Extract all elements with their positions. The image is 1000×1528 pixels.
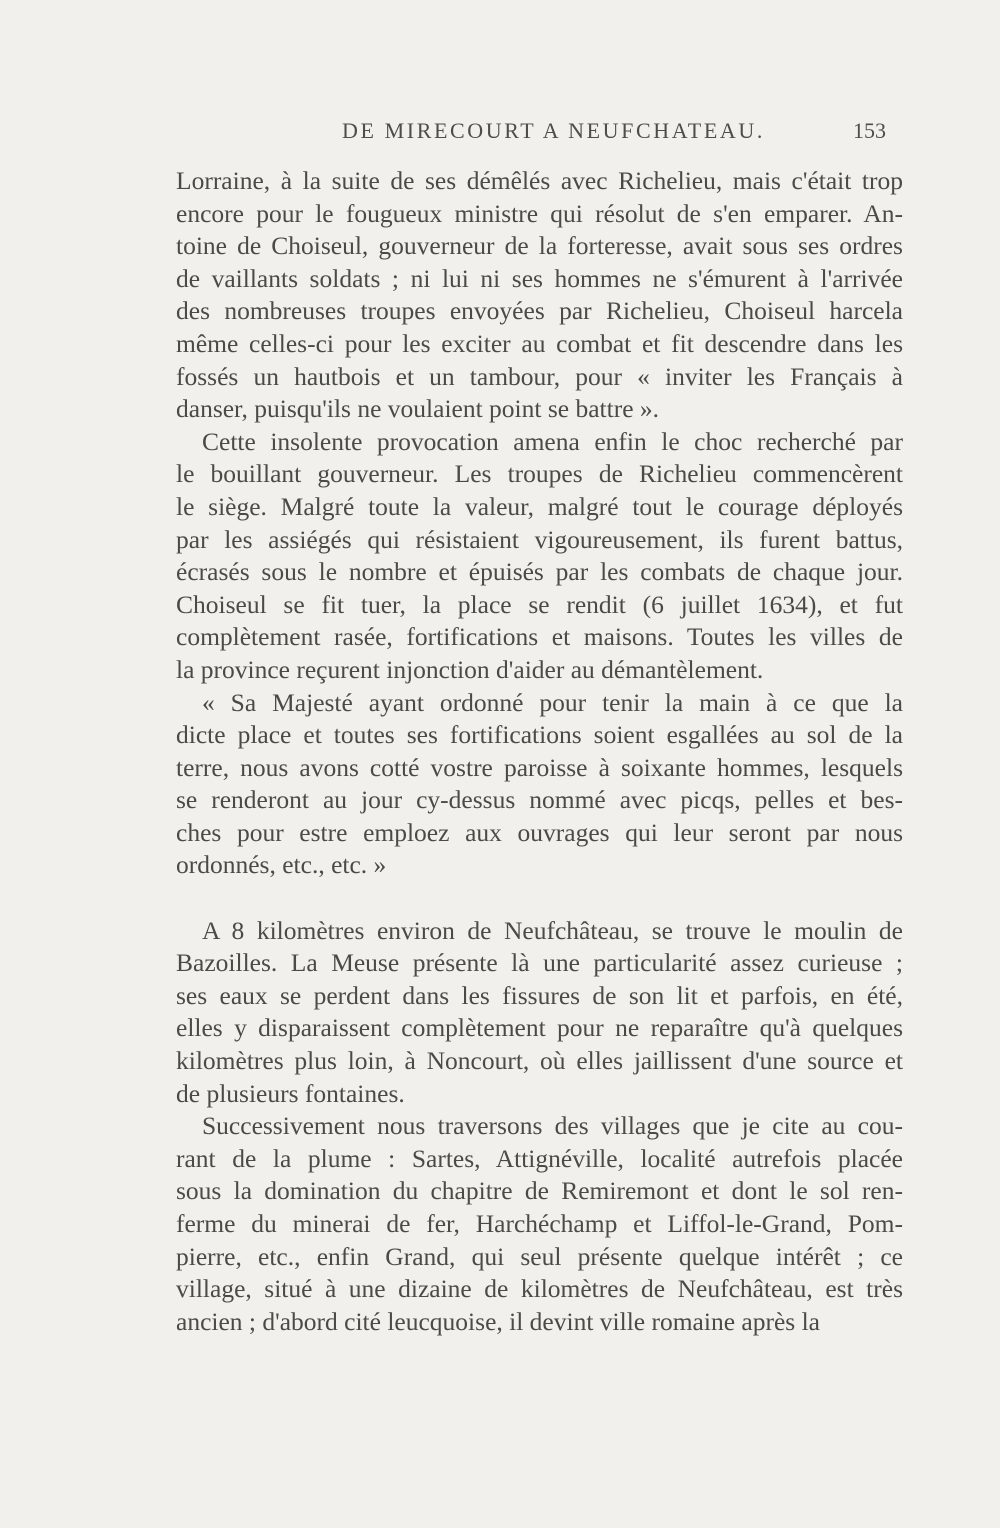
text-line: elles y disparaissent complètement pour ne reparaître qu'à quelques (176, 1013, 903, 1043)
text-line: complètement rasée, fortifications et maisons. Toutes les villes de (176, 622, 903, 652)
text-line: Lorraine, à la suite de ses démêlés avec Richelieu, mais c'était trop (176, 166, 903, 195)
text-line: A 8 kilomètres environ de Neufchâteau, se trouve le moulin de (202, 915, 903, 945)
text-line: de vaillants soldats ; ni lui ni ses hommes ne s'émurent à l'arrivée (176, 263, 903, 293)
text-line: même celles-ci pour les exciter au combat et fit descendre dans les (176, 328, 903, 358)
text-line: danser, puisqu'ils ne voulaient point se battre ». (176, 394, 660, 424)
paragraph (176, 1110, 903, 1338)
text-line: village, situé à une dizaine de kilomètres de Neufchâteau, est très (176, 1274, 903, 1304)
paragraph (176, 915, 903, 1111)
text-line: ferme du minerai de fer, Harchéchamp et Liffol-le-Grand, Pom- (176, 1209, 903, 1238)
text-line: terre, nous avons cotté vostre paroisse à soixante hommes, lesquels (176, 752, 903, 782)
text-line: écrasés sous le nombre et épuisés par les combats de chaque jour. (176, 557, 903, 587)
text-line: ches pour estre emploez aux ouvrages qui leur seront par nous (176, 817, 903, 847)
text-line: le bouillant gouverneur. Les troupes de Richelieu commencèrent (176, 459, 903, 489)
text-line: rant de la plume : Sartes, Attignéville, localité autrefois placée (176, 1143, 903, 1173)
text-line: se renderont au jour cy-dessus nommé avec picqs, pelles et bes- (176, 785, 903, 815)
text-line: dicte place et toutes ses fortifications soient esgallées au sol de la (176, 720, 903, 750)
running-head (0, 118, 1000, 152)
text-line: de plusieurs fontaines. (176, 1078, 405, 1108)
paragraph (176, 165, 903, 426)
text-line: fossés un hautbois et un tambour, pour « inviter les Français à (176, 361, 903, 391)
text-line: encore pour le fougueux ministre qui résolut de s'en emparer. An- (176, 198, 903, 228)
running-title: DE MIRECOURT A NEUFCHATEAU. (342, 118, 765, 143)
text-line: la province reçurent injonction d'aider au démantèlement. (176, 654, 764, 684)
text-line: des nombreuses troupes envoyées par Richelieu, Choiseul harcela (176, 296, 903, 326)
text-line: Choiseul se fit tuer, la place se rendit (6 juillet 1634), et fut (176, 589, 903, 619)
text-line: par les assiégés qui résistaient vigoureusement, ils furent battus, (176, 524, 903, 554)
page-number: 153 (853, 118, 886, 143)
paragraph (176, 687, 903, 883)
paragraph (176, 426, 903, 687)
text-line: Cette insolente provocation amena enfin le choc recherché par (202, 426, 903, 456)
text-line: pierre, etc., enfin Grand, qui seul présente quelque intérêt ; ce (176, 1241, 903, 1271)
text-line: Bazoilles. La Meuse présente là une particularité assez curieuse ; (176, 948, 903, 978)
section-break (176, 882, 903, 915)
text-line: sous la domination du chapitre de Remiremont et dont le sol ren- (176, 1176, 903, 1206)
text-line: toine de Choiseul, gouverneur de la forteresse, avait sous ses ordres (176, 231, 903, 261)
text-line: ordonnés, etc., etc. » (176, 850, 387, 880)
text-line: ancien ; d'abord cité leucquoise, il devint ville romaine après la (176, 1306, 820, 1336)
body-text (176, 165, 903, 1338)
text-line: Successivement nous traversons des villages que je cite au cou- (202, 1111, 903, 1141)
text-line: le siège. Malgré toute la valeur, malgré tout le courage déployés (176, 491, 903, 521)
text-line: « Sa Majesté ayant ordonné pour tenir la main à ce que la (202, 687, 903, 717)
text-line: kilomètres plus loin, à Noncourt, où elles jaillissent d'une source et (176, 1046, 903, 1076)
text-line: ses eaux se perdent dans les fissures de son lit et parfois, en été, (176, 980, 903, 1010)
